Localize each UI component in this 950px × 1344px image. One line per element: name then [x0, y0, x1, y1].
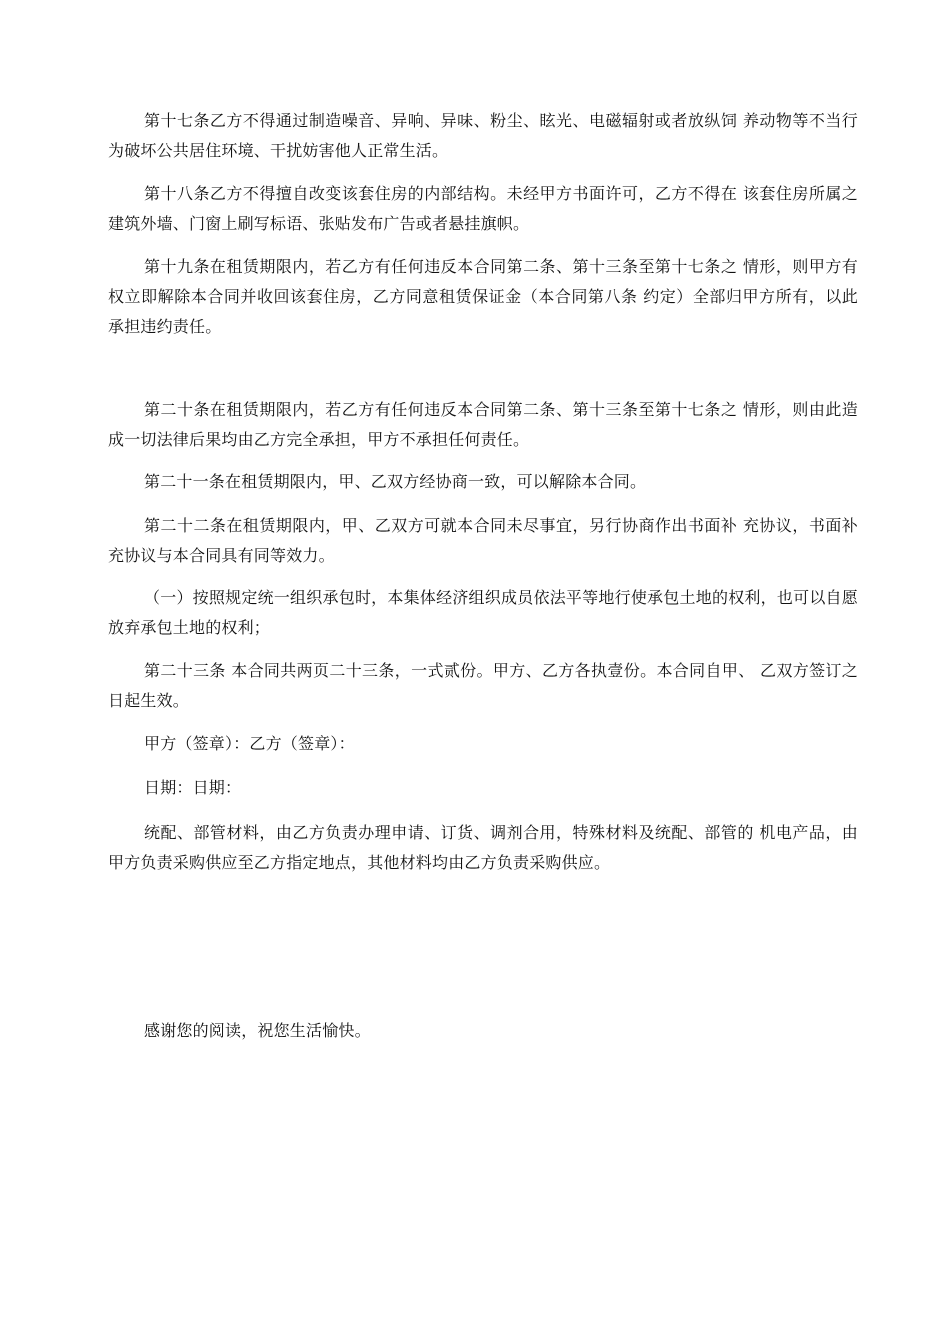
signature-line: 甲方（签章）：乙方（签章）： [144, 734, 355, 753]
article-18-paragraph: 第十八条乙方不得擅自改变该套住房的内部结构。未经甲方书面许可，乙方不得在 该套住房所属之建筑外墙、门窗上刷写标语、张贴发布广告或者悬挂旗帜。 [108, 184, 858, 233]
article-23-paragraph: 第二十三条 本合同共两页二十三条，一式贰份。甲方、乙方各执壹份。本合同自甲、 乙双方签订之日起生效。 [108, 661, 858, 710]
closing-note: 感谢您的阅读，祝您生活愉快。 [144, 1021, 371, 1040]
materials-supply-paragraph: 统配、部管材料，由乙方负责办理申请、订货、调剂合用，特殊材料及统配、部管的 机电产品，由甲方负责采购供应至乙方指定地点，其他材料均由乙方负责采购供应。 [108, 823, 858, 872]
article-20-paragraph: 第二十条在租赁期限内，若乙方有任何违反本合同第二条、第十三条至第十七条之 情形，则由此造成一切法律后果均由乙方完全承担，甲方不承担任何责任。 [108, 400, 858, 449]
article-17-paragraph: 第十七条乙方不得通过制造噪音、异响、异味、粉尘、眩光、电磁辐射或者放纵饲 养动物等不当行为破坏公共居住环境、干扰妨害他人正常生活。 [108, 111, 858, 160]
date-line: 日期：日期： [144, 778, 242, 797]
land-contract-clause: （一）按照规定统一组织承包时，本集体经济组织成员依法平等地行使承包土地的权利，也可以自愿放弃承包土地的权利； [108, 588, 858, 637]
article-22-paragraph: 第二十二条在租赁期限内，甲、乙双方可就本合同未尽事宜，另行协商作出书面补 充协议，书面补充协议与本合同具有同等效力。 [108, 516, 858, 565]
article-21-paragraph: 第二十一条在租赁期限内，甲、乙双方经协商一致，可以解除本合同。 [144, 472, 647, 491]
article-19-paragraph: 第十九条在租赁期限内，若乙方有任何违反本合同第二条、第十三条至第十七条之 情形，则甲方有权立即解除本合同并收回该套住房，乙方同意租赁保证金（本合同第八条 约定）全部归甲方所有，以此承担违约责任。 [108, 257, 858, 336]
